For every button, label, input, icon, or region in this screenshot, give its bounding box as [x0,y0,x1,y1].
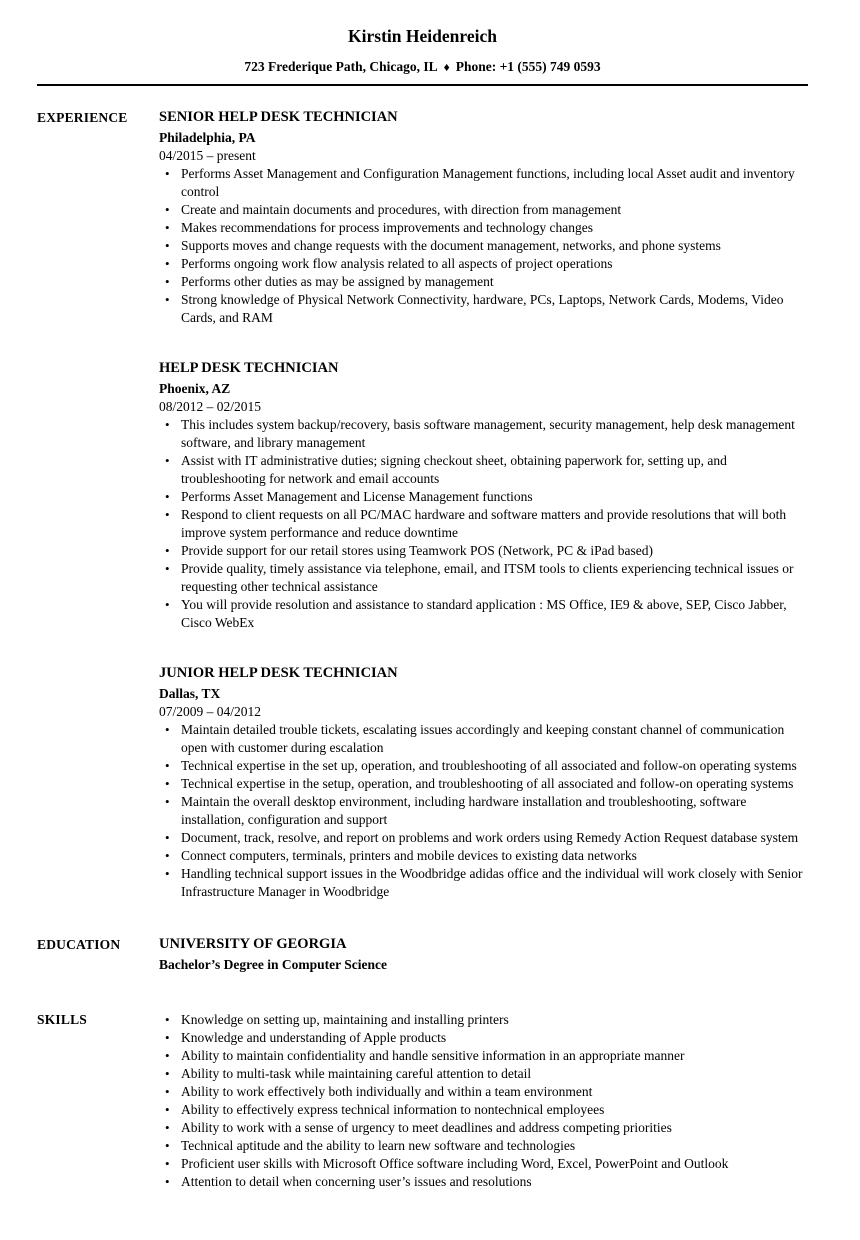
job-bullet-list [159,416,808,632]
education-school: UNIVERSITY OF GEORGIA [159,936,347,952]
job-bullet: • Supports moves and change requests with the document management, networks, and phone systems [159,237,808,255]
job-title: SENIOR HELP DESK TECHNICIAN [159,109,398,125]
document-header [37,24,808,86]
job-bullet: • Maintain detailed trouble tickets, escalating issues accordingly and keeping constant channel of communication open with customer during escalation [159,721,808,757]
contact-phone: Phone: +1 (555) 749 0593 [455,59,601,74]
contact-address: 723 Frederique Path, Chicago, IL [244,59,438,74]
skill-item: • Ability to multi-task while maintaining careful attention to detail [159,1065,808,1083]
skill-item: • Ability to effectively express technical information to nontechnical employees [159,1101,808,1119]
section-skills [37,1010,808,1191]
diamond-separator-icon: ♦ [443,60,450,74]
experience-section-body [159,108,808,901]
job-title: HELP DESK TECHNICIAN [159,360,339,376]
job-bullet-list [159,165,808,327]
experience-section-label: EXPERIENCE [37,110,128,125]
job-bullet: • Maintain the overall desktop environment, including hardware installation and troubleshooting, software installation, configuration and support [159,793,808,829]
job-bullet-list [159,721,808,901]
education-section-label: EDUCATION [37,937,121,952]
skill-item: • Ability to work effectively both individually and within a team environment [159,1083,808,1101]
skill-item: • Knowledge and understanding of Apple products [159,1029,808,1047]
section-education [37,935,808,974]
candidate-name: Kirstin Heidenreich [348,26,497,46]
job-location: Dallas, TX [159,686,221,701]
skill-item: • Knowledge on setting up, maintaining and installing printers [159,1011,808,1029]
skills-list [159,1011,808,1191]
job-bullet: • Provide support for our retail stores using Teamwork POS (Network, PC & iPad based) [159,542,808,560]
job-entry-junior-help-desk-technician [159,664,808,901]
skills-section-body [159,1010,808,1191]
job-bullet: • Assist with IT administrative duties; signing checkout sheet, obtaining paperwork for, setting up, and troubleshooting for network and email accounts [159,452,808,488]
job-bullet: • Performs Asset Management and Configuration Management functions, including local Asset audit and inventory control [159,165,808,201]
job-bullet: • Strong knowledge of Physical Network Connectivity, hardware, PCs, Laptops, Network Cards, Modems, Video Cards, and RAM [159,291,808,327]
education-section-body [159,935,808,974]
job-bullet: • Performs other duties as may be assigned by management [159,273,808,291]
job-entry-help-desk-technician [159,359,808,632]
job-bullet: • Technical expertise in the setup, operation, and troubleshooting of all associated and follow-on operating systems [159,775,808,793]
job-bullet: • Document, track, resolve, and report on problems and work orders using Remedy Action Request database system [159,829,808,847]
job-bullet: • Provide quality, timely assistance via telephone, email, and ITSM tools to clients experiencing technical issues or requesting other technical assistance [159,560,808,596]
job-dates: 04/2015 – present [159,148,256,163]
education-degree: Bachelor’s Degree in Computer Science [159,957,387,972]
skill-item: • Ability to work with a sense of urgency to meet deadlines and address competing priorities [159,1119,808,1137]
job-bullet: • Handling technical support issues in the Woodbridge adidas office and the individual will work closely with Senior Infrastructure Manager in Woodbridge [159,865,808,901]
job-bullet: • Respond to client requests on all PC/MAC hardware and software matters and provide resolutions that will both improve system performance and reduce downtime [159,506,808,542]
skills-section-label: SKILLS [37,1012,87,1027]
job-bullet: • You will provide resolution and assistance to standard application : MS Office, IE9 & above, SEP, Cisco Jabber, Cisco WebEx [159,596,808,632]
job-bullet: • Create and maintain documents and procedures, with direction from management [159,201,808,219]
header-divider [37,84,808,86]
job-dates: 07/2009 – 04/2012 [159,704,262,719]
skill-item: • Proficient user skills with Microsoft Office software including Word, Excel, PowerPoint and Outlook [159,1155,808,1173]
job-dates: 08/2012 – 02/2015 [159,399,262,414]
job-bullet: • Performs ongoing work flow analysis related to all aspects of project operations [159,255,808,273]
section-experience [37,108,808,901]
job-bullet: • Technical expertise in the set up, operation, and troubleshooting of all associated and follow-on operating systems [159,757,808,775]
job-bullet: • This includes system backup/recovery, basis software management, security management, help desk management software, and library management [159,416,808,452]
skill-item: • Ability to maintain confidentiality and handle sensitive information in an appropriate manner [159,1047,808,1065]
contact-line [37,58,808,76]
job-bullet: • Connect computers, terminals, printers and mobile devices to existing data networks [159,847,808,865]
job-bullet: • Performs Asset Management and License Management functions [159,488,808,506]
job-entry-senior-help-desk-technician [159,108,808,327]
skill-item: • Attention to detail when concerning user’s issues and resolutions [159,1173,808,1191]
job-bullet: • Makes recommendations for process improvements and technology changes [159,219,808,237]
job-location: Philadelphia, PA [159,130,256,145]
job-location: Phoenix, AZ [159,381,231,396]
job-title: JUNIOR HELP DESK TECHNICIAN [159,665,398,681]
skill-item: • Technical aptitude and the ability to learn new software and technologies [159,1137,808,1155]
